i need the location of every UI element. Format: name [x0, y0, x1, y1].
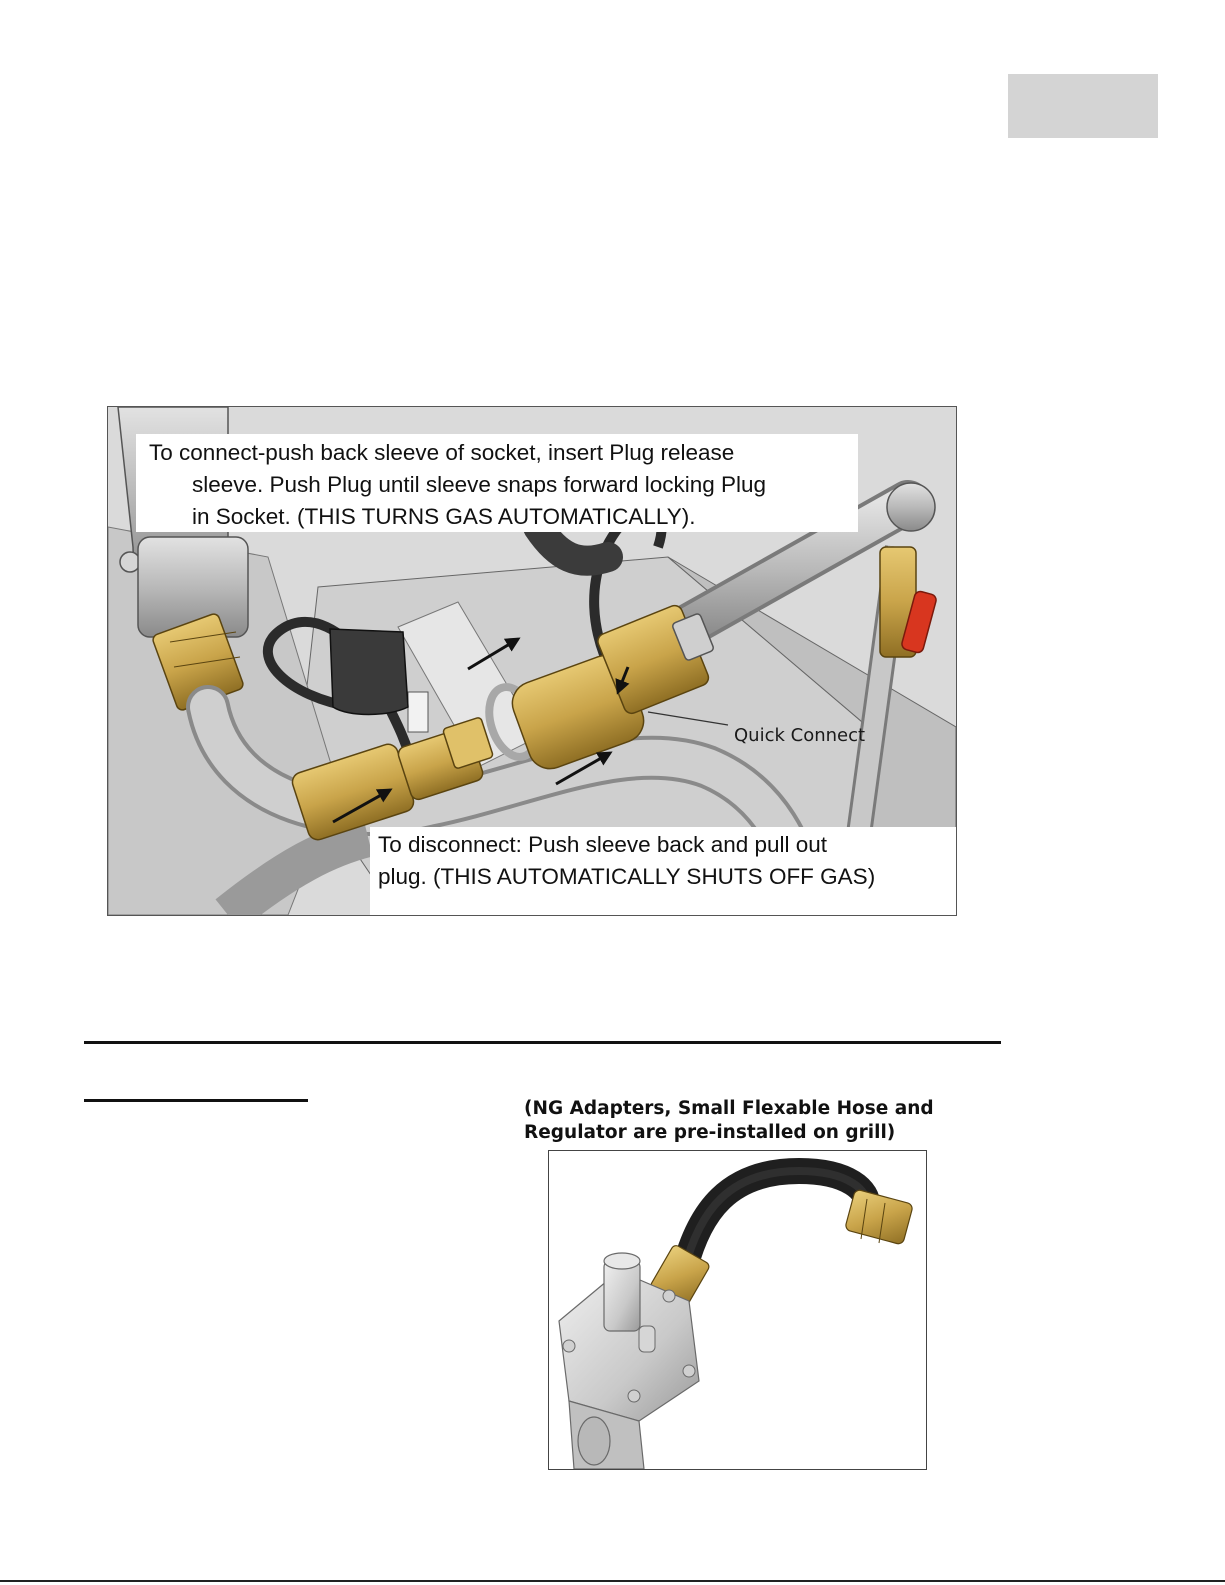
quick-connect-label: Quick Connect: [734, 725, 866, 746]
outlet-socket: [408, 692, 428, 732]
connect-line-2: sleeve. Push Plug until sleeve snaps forward locking Plug: [192, 472, 767, 497]
pipe-elbow: [887, 483, 935, 531]
regulator-figure: [548, 1150, 927, 1470]
quick-connect-figure: [107, 406, 957, 916]
caption-line-2: Regulator are pre-installed on grill): [524, 1122, 896, 1143]
burner-bolt: [120, 552, 140, 572]
regulator-caption: [524, 1097, 984, 1145]
connect-line-3: in Socket. (THIS TURNS GAS AUTOMATICALLY).: [192, 504, 696, 529]
cap: [330, 629, 408, 715]
section-divider: [84, 1041, 1001, 1044]
connect-line-1: To connect-push back sleeve of socket, insert Plug release: [149, 440, 735, 465]
page-tab: [1008, 74, 1158, 138]
disconnect-line-1: To disconnect: Push sleeve back and pull out: [378, 832, 828, 857]
disconnect-line-2: plug. (THIS AUTOMATICALLY SHUTS OFF GAS): [378, 864, 876, 889]
caption-line-1: (NG Adapters, Small Flexable Hose and: [524, 1098, 934, 1119]
page-bottom-rule: [0, 1580, 1225, 1582]
heading-underline: [84, 1099, 308, 1102]
